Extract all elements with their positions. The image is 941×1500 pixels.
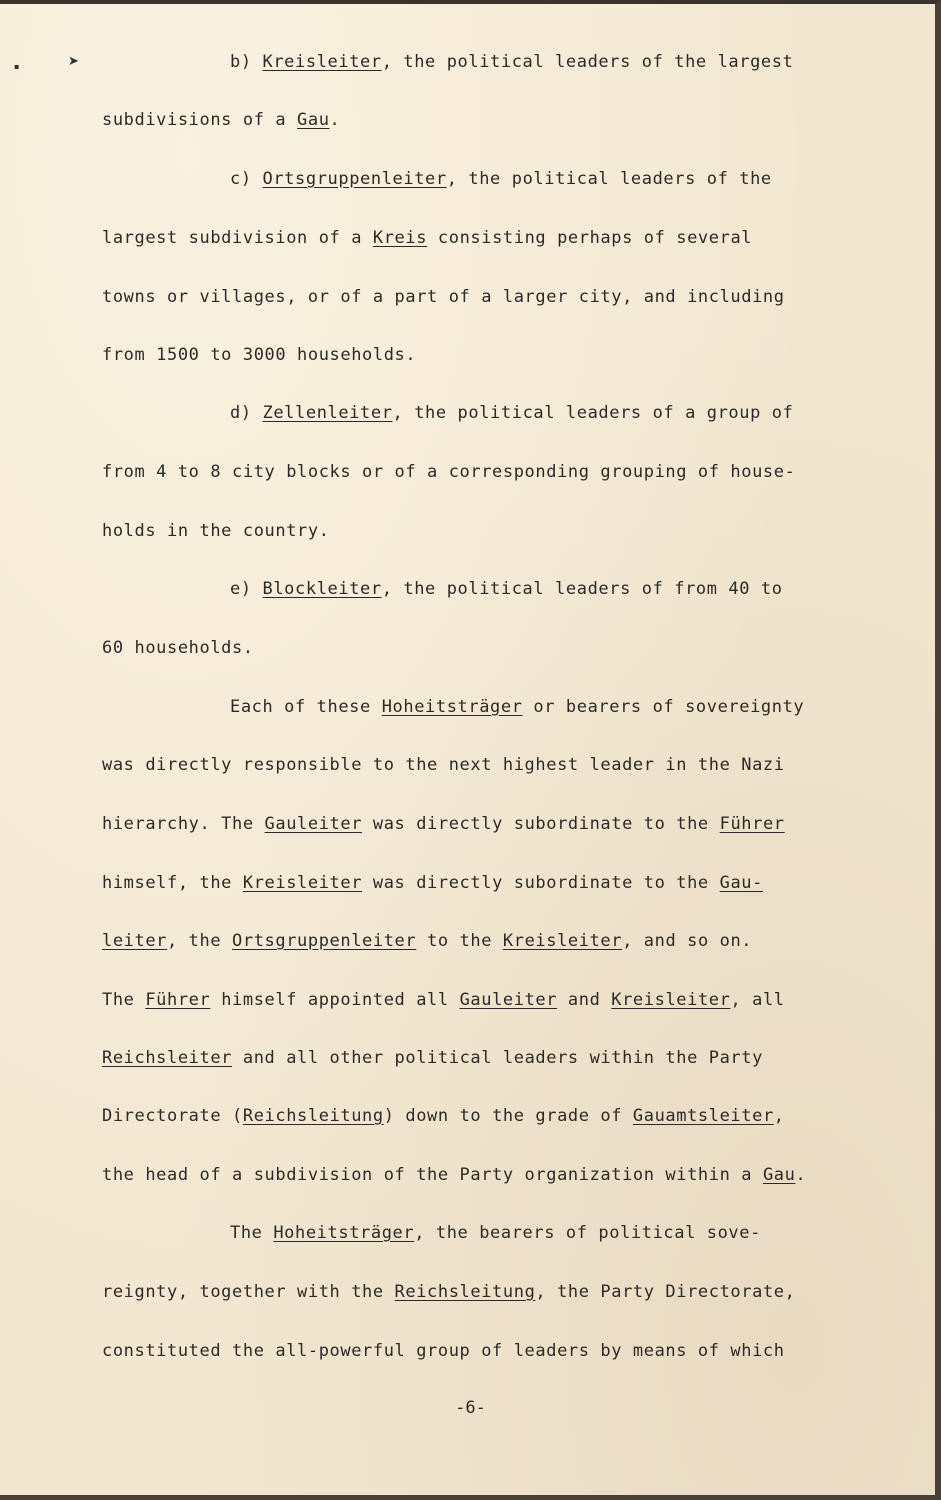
text-segment: consisting perhaps of several [427, 228, 753, 248]
underlined-term: Kreisleiter [611, 990, 731, 1010]
text-line [102, 1165, 806, 1185]
underlined-term: Kreisleiter [502, 931, 623, 951]
text-segment: and [557, 990, 612, 1010]
text-line [102, 814, 785, 834]
text-segment: was directly subordinate to the [362, 873, 720, 893]
underlined-term: Gau- [719, 873, 763, 893]
text-segment: . [329, 110, 341, 130]
text-segment: , [773, 1106, 785, 1126]
text-segment: subdivisions of a [102, 110, 298, 130]
text-segment: reignty, together with the [102, 1282, 395, 1302]
underlined-term: Kreis [372, 228, 428, 248]
underlined-term: Reichsleitung [242, 1106, 384, 1126]
underlined-term: Ortsgruppenleiter [262, 169, 447, 189]
underlined-term: Führer [719, 814, 785, 834]
underlined-term: Gau [297, 110, 330, 130]
underlined-term: Gau [762, 1165, 796, 1185]
text-segment: constituted the all-powerful group of leaders by means of which [102, 1341, 785, 1361]
text-line [102, 1282, 795, 1302]
text-segment: , the Party Directorate, [535, 1282, 796, 1302]
text-line [102, 110, 340, 130]
text-line [230, 1223, 761, 1243]
text-segment: , the political leaders of a group of [392, 403, 794, 423]
underlined-term: Kreisleiter [242, 873, 363, 893]
text-line [102, 873, 763, 893]
text-line [102, 931, 752, 951]
text-segment: or bearers of sovereignty [522, 697, 805, 717]
text-segment: , the bearers of political sove- [414, 1223, 761, 1243]
text-line [102, 521, 330, 541]
text-segment: , the political leaders of from 40 to [381, 579, 783, 599]
text-line [102, 990, 785, 1010]
text-segment: towns or villages, or of a part of a larger city, and including [102, 287, 785, 307]
text-line [102, 287, 785, 307]
underlined-term: leiter [102, 931, 168, 951]
text-line [102, 638, 254, 658]
text-segment: ) down to the grade of [383, 1106, 633, 1126]
text-segment: hierarchy. The [102, 814, 265, 834]
text-segment: d) [230, 403, 263, 423]
text-segment: , the political leaders of the [446, 169, 772, 189]
underlined-term: Hoheitsträger [381, 697, 523, 717]
text-segment: , the [167, 931, 233, 951]
text-line [230, 52, 793, 72]
underlined-term: Reichsleitung [394, 1282, 536, 1302]
text-segment: largest subdivision of a [102, 228, 373, 248]
underlined-term: Kreisleiter [262, 52, 382, 72]
text-line [102, 1341, 785, 1361]
text-segment: Directorate ( [102, 1106, 243, 1126]
underlined-term: Zellenleiter [262, 403, 393, 423]
text-segment: to the [416, 931, 503, 951]
text-line [102, 228, 752, 248]
text-segment: holds in the country. [102, 521, 330, 541]
text-line [230, 697, 804, 717]
underlined-term: Gauleiter [459, 990, 558, 1010]
text-segment: , the political leaders of the largest [381, 52, 794, 72]
underlined-term: Gauamtsleiter [632, 1106, 774, 1126]
page-number: -6- [455, 1398, 486, 1418]
text-segment: . [795, 1165, 807, 1185]
text-segment: and all other political leaders within the Party [232, 1048, 763, 1068]
text-segment: , all [730, 990, 785, 1010]
text-segment: was directly subordinate to the [362, 814, 720, 834]
text-segment: from 1500 to 3000 households. [102, 345, 417, 365]
text-line [102, 1048, 763, 1068]
text-segment: was directly responsible to the next highest leader in the Nazi [102, 755, 785, 775]
text-line [102, 1106, 785, 1126]
underlined-term: Ortsgruppenleiter [232, 931, 417, 951]
text-line [102, 345, 416, 365]
text-segment: Each of these [230, 697, 382, 717]
underlined-term: Blockleiter [262, 579, 382, 599]
text-segment: b) [230, 52, 263, 72]
text-line [102, 755, 785, 775]
text-segment: The [102, 990, 146, 1010]
text-line [102, 462, 795, 482]
underlined-term: Hoheitsträger [273, 1223, 415, 1243]
underlined-term: Reichsleiter [102, 1048, 233, 1068]
margin-arrow-mark: ➤ [68, 54, 79, 69]
text-segment: , and so on. [622, 931, 753, 951]
text-segment: the head of a subdivision of the Party organization within a [102, 1165, 763, 1185]
text-line [230, 403, 793, 423]
margin-dot-mark: ▪ [14, 62, 20, 71]
text-segment: c) [230, 169, 263, 189]
underlined-term: Führer [145, 990, 211, 1010]
text-line [230, 169, 772, 189]
text-segment: e) [230, 579, 263, 599]
text-segment: from 4 to 8 city blocks or of a corresponding grouping of house- [102, 462, 796, 482]
text-segment: himself appointed all [210, 990, 460, 1010]
text-line [230, 579, 783, 599]
underlined-term: Gauleiter [264, 814, 363, 834]
text-segment: The [230, 1223, 274, 1243]
text-segment: himself, the [102, 873, 243, 893]
text-segment: 60 households. [102, 638, 254, 658]
